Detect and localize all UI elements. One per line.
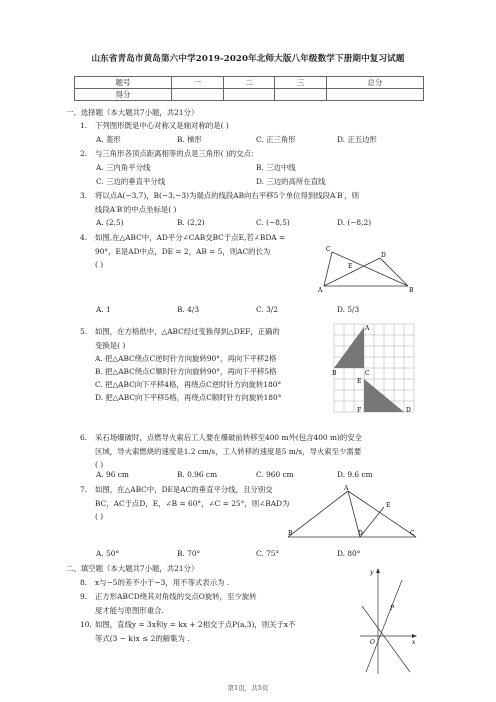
- score-table: [74, 76, 424, 101]
- question-text-line: 变换是( ): [95, 341, 126, 350]
- score-table-row: [75, 89, 424, 101]
- question-2: 2. 与三角形各顶点距离相等的点是三角形( )的交点：: [80, 149, 259, 158]
- label-b: B: [288, 530, 293, 537]
- option: B. 0.96 cm: [177, 470, 218, 479]
- question-text-line: 度才能与原图形重合.: [95, 606, 164, 615]
- option: A. 1: [96, 305, 111, 314]
- question-9: 9. 正方形ABCD绕其对角线的交点O旋转，至少旋转: [80, 592, 257, 601]
- label-b: B: [332, 370, 337, 377]
- question-6: 6. 采石场爆破时，点燃导火索后工人要在爆破前转移至400 m外(包含400 m)的安全: [80, 433, 363, 442]
- grid-figure-q5: [332, 322, 416, 414]
- option: D. 正五边形: [337, 135, 377, 144]
- table-cell: 三: [275, 77, 327, 89]
- triangle-abc: [334, 327, 364, 368]
- label-o: O: [370, 639, 375, 646]
- option: A. (2,5): [96, 218, 124, 227]
- option: B. 三边中线: [256, 163, 296, 172]
- question-text-line: 90°，E是AD中点，DE = 2，AB = 5，则AC的长为: [95, 247, 271, 256]
- table-cell: [275, 89, 327, 101]
- label-a: A: [318, 287, 323, 294]
- option: A. 把△ABC绕点C逆时针方向旋转90°，再向下平移2格: [95, 354, 277, 363]
- question-text-line: BC，AC于点D，E，∠B = 60°，∠C = 25°，则∠BAD为: [95, 499, 290, 508]
- question-text-line: ( ): [95, 260, 104, 269]
- label-d: D: [406, 407, 411, 414]
- option: D. 把△ABC向下平移5格，再绕点C顺时针方向旋转180°: [95, 393, 282, 402]
- label-d: D: [381, 252, 386, 259]
- segment-ab: [288, 491, 348, 537]
- label-e: E: [348, 263, 353, 270]
- option: A. 三内角平分线: [96, 163, 151, 172]
- table-cell: [172, 89, 224, 101]
- label-c: C: [365, 370, 370, 377]
- x-axis-arrow: [412, 634, 417, 638]
- label-a: A: [365, 325, 370, 332]
- option: A. 50°: [96, 549, 120, 558]
- question-8: 8. x与−5的差不小于−3，用不等式表示为 .: [80, 578, 230, 587]
- option: C. 3/2: [256, 305, 278, 314]
- label-e: E: [386, 502, 391, 509]
- option: B. (2,2): [177, 218, 205, 227]
- label-x: x: [412, 639, 416, 646]
- section-heading: 二、填空题（本大题共7小题，共21分）: [66, 564, 199, 573]
- label-f: F: [357, 407, 362, 414]
- graph-figure-q10: [358, 566, 418, 676]
- question-text-line: 区域，导火索燃烧的速度是1.2 cm/s，工人转移的速度是5 m/s，导火索至少需要: [95, 447, 362, 456]
- option: B. 梯形: [177, 135, 202, 144]
- table-cell: [326, 89, 423, 101]
- table-cell: 题号: [75, 77, 172, 89]
- question-3: 3. 将以点A(−3,7)，B(−3,−3)为端点的线段AB向右平移5个单位得到线段A′B′，则: [80, 191, 359, 200]
- label-b: B: [409, 287, 414, 294]
- option: A. 菱形: [96, 135, 121, 144]
- page-title: 山东省青岛市黄岛第六中学2019-2020年北师大版八年级数学下册期中复习试题: [91, 54, 405, 64]
- option: C. 把△ABC向下平移4格，再绕点C逆时针方向旋转180°: [95, 380, 282, 389]
- segment-de: [360, 507, 384, 537]
- option: B. 4/3: [177, 305, 200, 314]
- table-cell: 总分: [326, 77, 423, 89]
- segment-bd: [380, 258, 408, 286]
- y-axis-arrow: [376, 568, 380, 573]
- option: D. 三边的高所在直线: [256, 177, 326, 186]
- line-y-3x: [366, 580, 402, 672]
- question-1: 1. 下列图形既是中心对称又是轴对称的是( ): [80, 121, 229, 130]
- score-table-header-row: [75, 77, 424, 89]
- question-7: 7. 如图，在△ABC中，DE是AC的垂直平分线，且分别交: [80, 485, 273, 494]
- table-cell: 得分: [75, 89, 172, 101]
- label-y: y: [370, 569, 374, 576]
- table-cell: [223, 89, 275, 101]
- question-text-line: 等式(3 − k)x ≤ 2的解集为 .: [95, 634, 190, 643]
- option: D. 80°: [337, 549, 361, 558]
- option: D. 9.6 cm: [337, 470, 373, 479]
- option: C. 960 cm: [256, 470, 294, 479]
- label-e: E: [357, 378, 362, 385]
- table-cell: 一: [172, 77, 224, 89]
- option: D. (−8,2): [337, 218, 372, 227]
- question-10: 10. 如图，直线y = 3x和y = kx + 2相交于点P(a,3)，则关于x不: [80, 620, 296, 629]
- option: C. 三边的垂直平分线: [96, 177, 166, 186]
- label-c: C: [326, 246, 331, 253]
- triangle-abc: [324, 252, 408, 286]
- option: D. 5/3: [337, 305, 360, 314]
- section-heading: 一、选择题（本大题共7小题，共21分）: [66, 108, 199, 117]
- option: C. 75°: [256, 549, 280, 558]
- question-4: 4. 如图,在△ABC中，AD平分∠CAB交BC于点E,若∠BDA =: [80, 233, 286, 242]
- label-c: C: [410, 530, 415, 537]
- question-text-line: ( ): [95, 460, 104, 469]
- option: B. 把△ABC绕点C顺时针方向旋转90°，再向下平移5格: [95, 367, 277, 376]
- table-cell: 二: [223, 77, 275, 89]
- page-footer: 第1页，共5页: [227, 684, 269, 692]
- question-text-line: 线段A′B′的中点坐标是( ): [95, 205, 177, 214]
- question-text-line: ( ): [95, 512, 104, 521]
- label-a: A: [344, 485, 349, 492]
- option: C. (−8,5): [256, 218, 290, 227]
- triangle-figure-q4: [318, 236, 418, 294]
- option: C. 正三角形: [256, 135, 296, 144]
- option: B. 70°: [177, 549, 201, 558]
- label-p: P: [390, 605, 395, 612]
- question-5: 5. 如图，在方格纸中，△ABC经过变换得到△DEF，正确的: [80, 327, 280, 336]
- triangle-figure-q7: [288, 485, 418, 541]
- option: A. 96 cm: [96, 470, 129, 479]
- label-d: D: [358, 530, 363, 537]
